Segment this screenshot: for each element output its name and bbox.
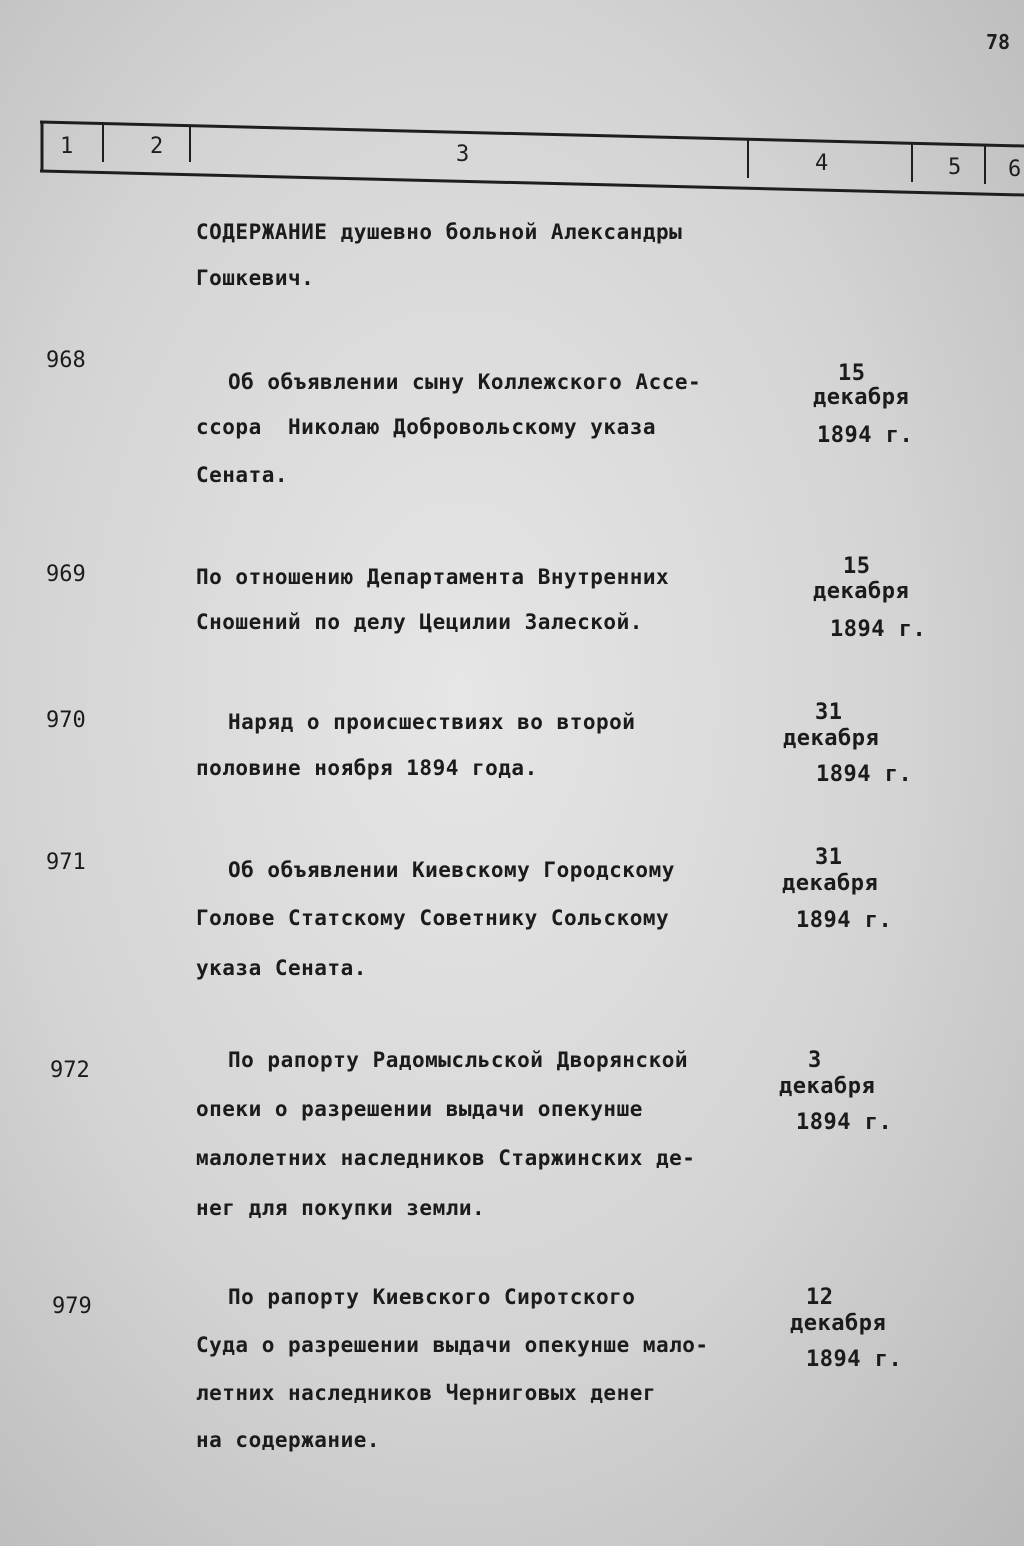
entry-number: 969	[46, 562, 86, 587]
entry-date-year: 1894 г.	[806, 1347, 903, 1372]
entry-number: 979	[52, 1294, 92, 1319]
col-label-3: 3	[456, 142, 470, 167]
entry-number: 972	[50, 1058, 90, 1083]
col-label-6: 6	[1008, 157, 1022, 182]
entry-date-day: 15	[838, 361, 866, 386]
entry-text-line: половине ноября 1894 года.	[196, 756, 538, 780]
entry-date-day: 12	[806, 1285, 834, 1310]
entry-number: 971	[46, 850, 86, 875]
entry-text-line: Сношений по делу Цецилии Залеской.	[196, 610, 643, 634]
entry-text-line: Гошкевич.	[196, 266, 315, 290]
entry-text-line: По рапорту Киевского Сиротского	[228, 1285, 636, 1309]
entry-text-line: Голове Статскому Советнику Сольскому	[196, 906, 670, 930]
entry-text-line: Наряд о происшествиях во второй	[228, 710, 636, 734]
entry-text-line: Суда о разрешении выдачи опекунше мало-	[196, 1333, 709, 1357]
entry-date-year: 1894 г.	[830, 617, 927, 642]
entry-date-month: декабря	[783, 726, 880, 751]
entry-text-line: СОДЕРЖАНИЕ душевно больной Александры	[196, 220, 683, 244]
entry-date-year: 1894 г.	[816, 762, 913, 787]
entry-text-line: Об объявлении Киевскому Городскому	[228, 858, 675, 882]
entry-date-month: декабря	[813, 385, 910, 410]
col-label-4: 4	[815, 151, 829, 176]
entry-number: 968	[46, 348, 86, 373]
entry-text-line: По рапорту Радомысльской Дворянской	[228, 1048, 689, 1072]
col-label-2: 2	[150, 134, 164, 159]
col-label-1: 1	[60, 134, 74, 159]
entry-text-line: Об объявлении сыну Коллежского Ассе-	[228, 370, 702, 394]
entry-date-month: декабря	[790, 1311, 887, 1336]
entry-date-month: декабря	[779, 1074, 876, 1099]
entry-text-line: указа Сената.	[196, 956, 367, 980]
entry-date-day: 31	[815, 700, 843, 725]
entry-date-year: 1894 г.	[796, 908, 893, 933]
entry-text-line: опеки о разрешении выдачи опекунше	[196, 1097, 643, 1121]
entry-text-line: летних наследников Черниговых денег	[196, 1381, 657, 1405]
entry-date-year: 1894 г.	[817, 423, 914, 448]
column-header-rule	[0, 0, 1024, 200]
page-number: 78	[986, 30, 1011, 54]
entry-date-day: 15	[843, 554, 871, 579]
entry-text-line: на содержание.	[196, 1428, 381, 1452]
col-label-5: 5	[948, 155, 962, 180]
entry-date-month: декабря	[782, 871, 879, 896]
entry-date-month: декабря	[813, 579, 910, 604]
entry-number: 970	[46, 708, 86, 733]
entry-text-line: Сената.	[196, 463, 289, 487]
entry-text-line: ссора Николаю Добровольскому указа	[196, 415, 657, 439]
entry-date-year: 1894 г.	[796, 1110, 893, 1135]
entry-date-day: 3	[808, 1048, 822, 1073]
entry-date-day: 31	[815, 845, 843, 870]
entry-text-line: нег для покупки земли.	[196, 1196, 486, 1220]
entry-text-line: По отношению Департамента Внутренних	[196, 565, 670, 589]
entry-text-line: малолетних наследников Старжинских де-	[196, 1146, 696, 1170]
